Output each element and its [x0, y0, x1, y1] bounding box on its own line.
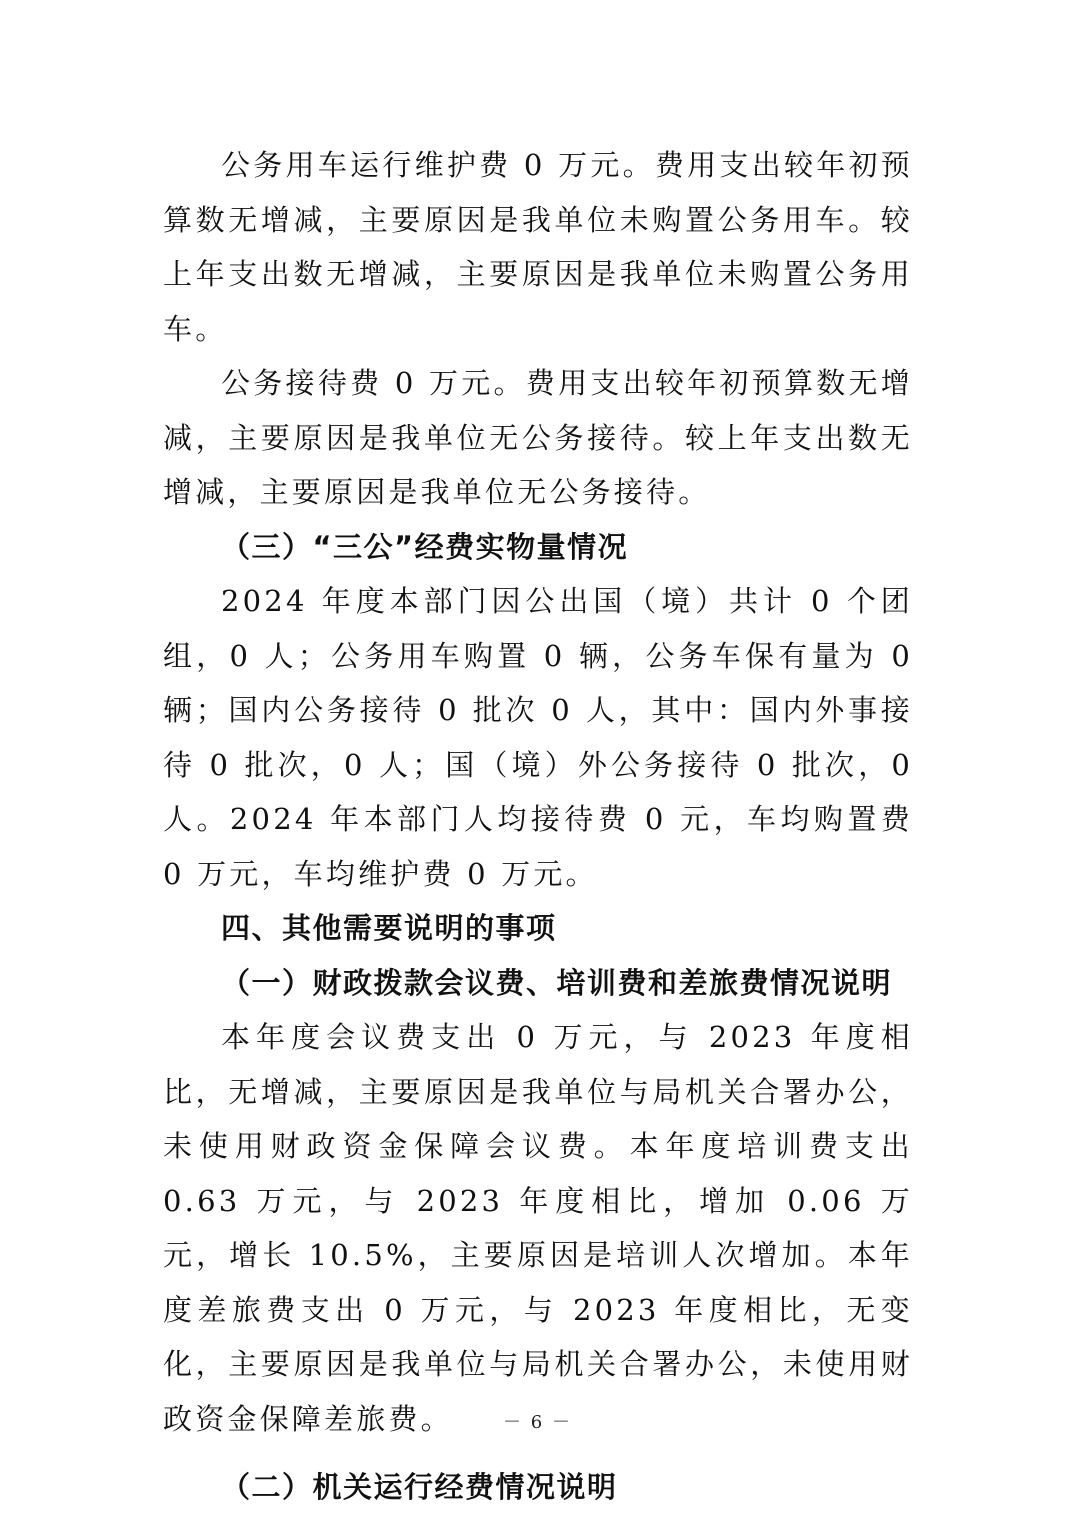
subheading-meeting-training-travel: （一）财政拨款会议费、培训费和差旅费情况说明: [221, 965, 893, 1000]
paragraph-vehicle-maintenance: 公务用车运行维护费 0 万元。费用支出较年初预算数无增减，主要原因是我单位未购置公务用车。较上年支出数无增减，主要原因是我单位未购置公务用车。: [163, 148, 913, 346]
paragraph-physical-quantity: 2024 年度本部门因公出国（境）共计 0 个团组，0 人；公务用车购置 0 辆，公务车保有量为 0 辆；国内公务接待 0 批次 0 人，其中：国内外事接待 0 批次，0 人；国（境）外公务接待 0 批次，0 人。2024 年本部门人均接待费 0 元，车均购置费 0 万元，车均维护费 0 万元。: [163, 584, 913, 891]
paragraph-meeting-training-travel: 本年度会议费支出 0 万元，与 2023 年度相比，无增减，主要原因是我单位与局机关合署办公，未使用财政资金保障会议费。本年度培训费支出 0.63 万元，与 2023 年度相比，增加 0.06 万元，增长 10.5%，主要原因是培训人次增加。本年度差旅费支出 0 万元，与 2023 年度相比，无变化，主要原因是我单位与局机关合署办公，未使用财政资金保障差旅费。: [163, 1020, 913, 1436]
page-number: － 6 －: [503, 1412, 572, 1433]
paragraph-official-reception: 公务接待费 0 万元。费用支出较年初预算数无增减，主要原因是我单位无公务接待。较上年支出数无增减，主要原因是我单位无公务接待。: [163, 366, 913, 509]
document-body: [163, 138, 913, 1515]
heading-other-matters: 四、其他需要说明的事项: [221, 911, 557, 945]
subheading-operating-expenses: （二）机关运行经费情况说明: [221, 1470, 618, 1504]
subheading-physical-quantity: （三）“三公”经费实物量情况: [221, 529, 629, 564]
